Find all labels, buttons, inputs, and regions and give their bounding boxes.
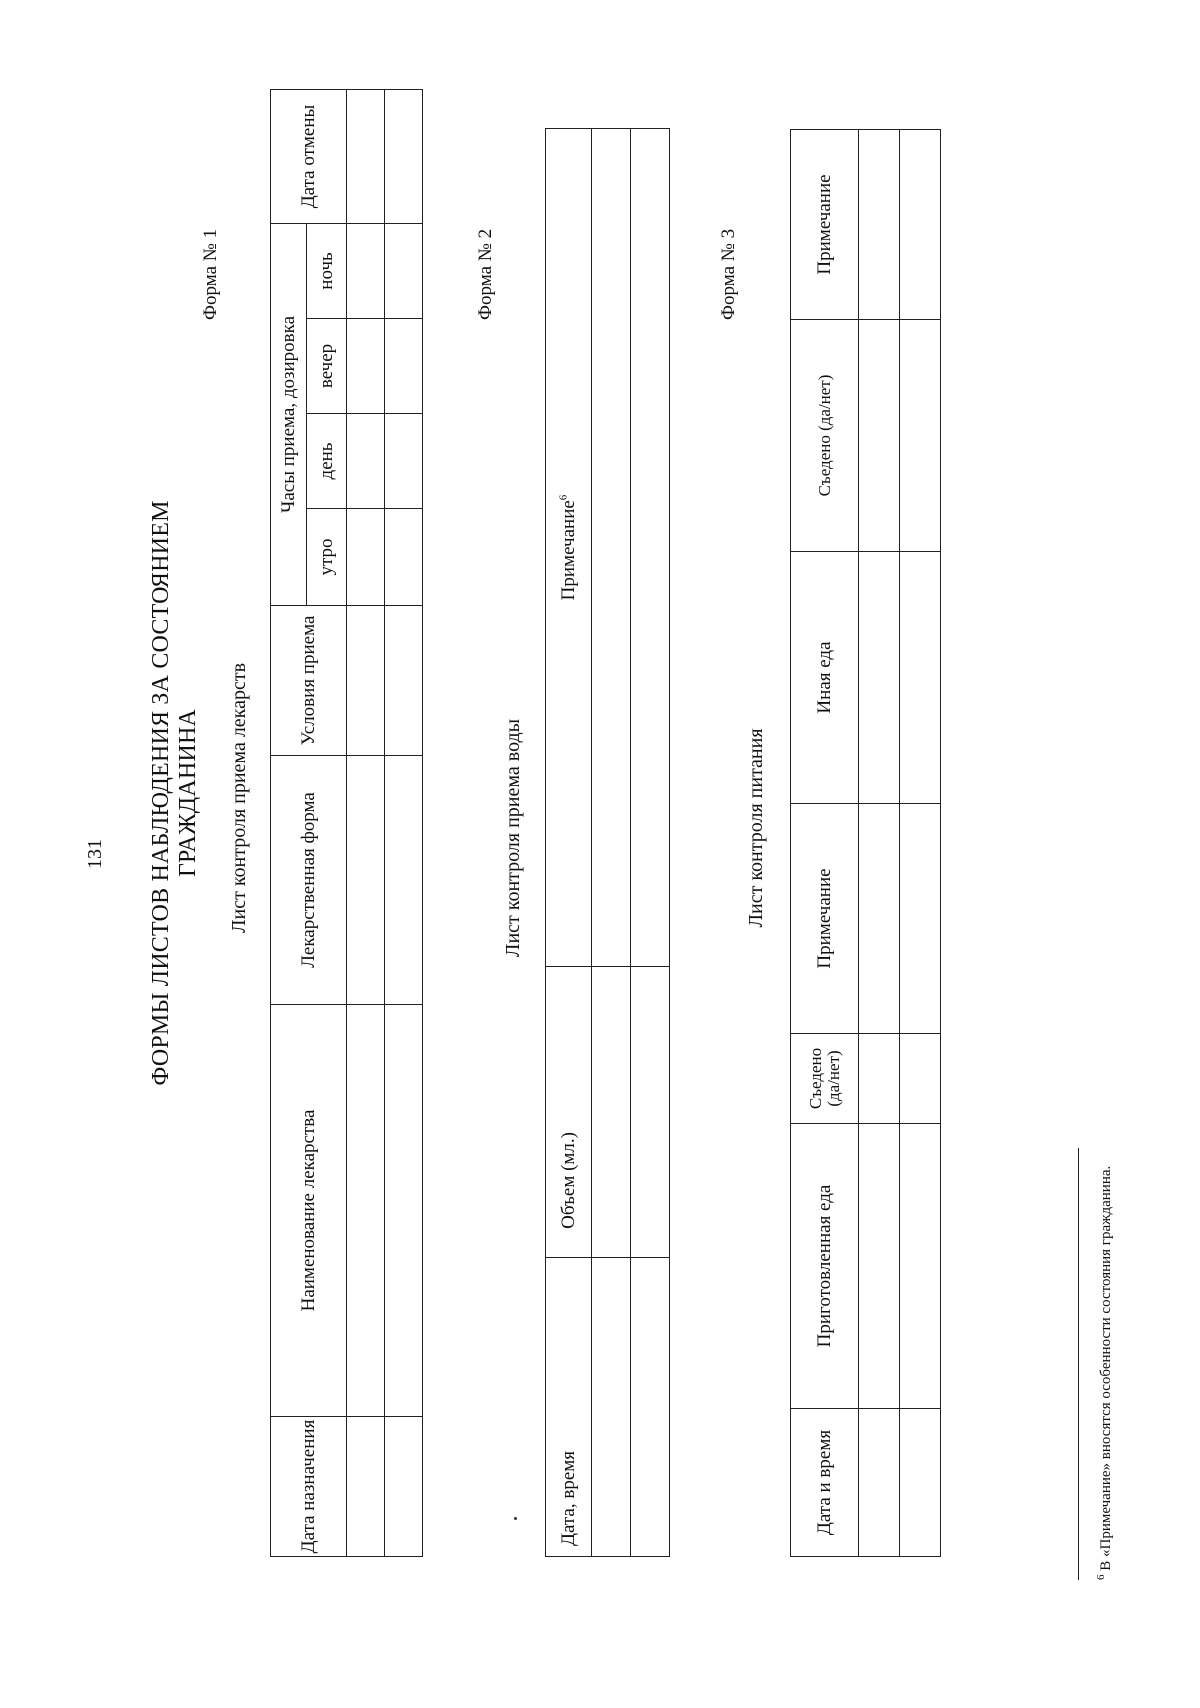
stray-dot: [514, 1517, 517, 1520]
header-other-food: Иная еда: [791, 552, 859, 804]
header-eaten: Съедено (да/нет): [791, 320, 859, 552]
form2-label: Форма № 2: [475, 228, 496, 320]
table-row: [859, 130, 900, 1557]
form2-table: [545, 128, 670, 1557]
table-row: [347, 89, 385, 1556]
form3-table: [790, 129, 941, 1557]
table-row: [385, 89, 423, 1556]
footnote-ref: 6: [557, 494, 570, 501]
page-title: ФОРМЫ ЛИСТОВ НАБЛЮДЕНИЯ ЗА СОСТОЯНИЕМ ГРАЖДАНИНА: [148, 500, 201, 1086]
table-row: [631, 129, 670, 1557]
footnote-marker: 6: [1095, 1574, 1107, 1580]
header-morning: утро: [307, 509, 347, 606]
form1-label: Форма № 1: [200, 228, 221, 320]
footnote-text: В «Примечание» вносятся особенности состояния гражданина.: [1098, 1165, 1114, 1575]
header-dosage-form: Лекарственная форма: [271, 756, 347, 1005]
form3-title: Лист контроля питания: [745, 728, 767, 928]
header-date-cancel: Дата отмены: [271, 89, 347, 223]
header-evening: вечер: [307, 319, 347, 414]
table-row: [900, 130, 941, 1557]
header-datetime: Дата, время: [557, 1450, 579, 1546]
header-prepared-food: Приготовленная еда: [791, 1124, 859, 1409]
header-hours-group: Часы приема, дозировка: [271, 223, 307, 605]
form3-label: Форма № 3: [718, 228, 739, 320]
header-eaten: Съедено (да/нет): [791, 1034, 859, 1124]
volume-divider: [545, 1257, 670, 1258]
header-note: Примечание$^6$: [546, 129, 592, 967]
header-conditions: Условия приема: [271, 606, 347, 756]
header-volume: Объем (мл.): [557, 1132, 579, 1229]
form2-title: Лист контроля приема воды: [502, 718, 524, 958]
header-date-assigned: Дата назначения: [271, 1417, 347, 1557]
form1-title: Лист контроля приема лекарств: [228, 662, 250, 934]
header-drug-name: Наименование лекарства: [271, 1005, 347, 1417]
header-note: Примечание: [791, 130, 859, 320]
header-note: Примечание: [791, 804, 859, 1034]
header-datetime: Дата и время: [791, 1409, 859, 1557]
footnote-divider: [1078, 1148, 1079, 1580]
table-row: [592, 129, 631, 1557]
header-day: день: [307, 414, 347, 509]
header-night: ночь: [307, 223, 347, 318]
page-number: 131: [84, 839, 106, 869]
form1-table: [270, 89, 423, 1557]
footnote: [1095, 1165, 1115, 1580]
water-header-row: [546, 967, 592, 1557]
